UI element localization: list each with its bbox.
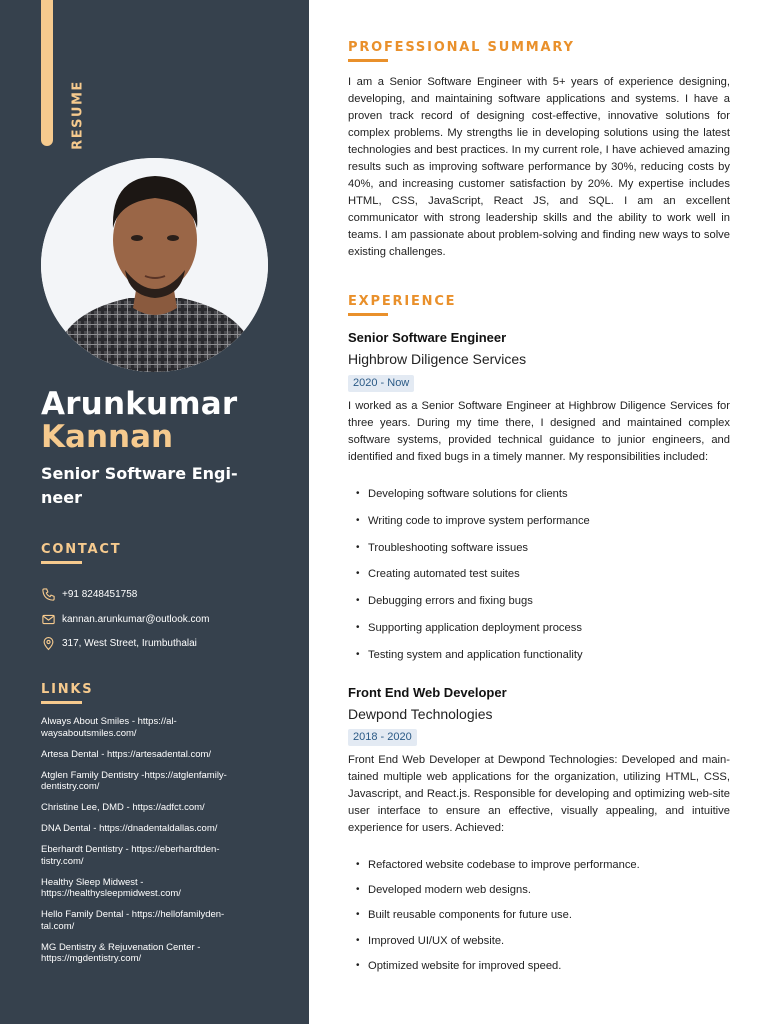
job-dates-badge: 2020 - Now [348, 375, 414, 392]
last-name: Kannan [41, 419, 174, 455]
contact-heading-underline [41, 561, 82, 564]
job-role: Front End Web Developer [348, 685, 507, 700]
resume-vertical-label [63, 82, 93, 148]
profile-photo [41, 158, 268, 372]
link-item[interactable]: Artesa Dental - https://artesadental.com/ [41, 748, 212, 760]
experience-heading: EXPERIENCE [348, 294, 457, 309]
link-item[interactable]: Eberhardt Dentistry - https://eberhardtden- tistry.com/ [41, 844, 220, 867]
contact-phone[interactable] [41, 586, 137, 602]
summary-text: I am a Senior Software Engineer with 5+ years of experience designing, developing, and maintaining software applications and systems. I have a proven track record of designing cost-effective, innovative solutions for complex problems. My strengths lie in developing solutions using the latest technologies and best practices. In my current role, I have achieved amazing results such as improving software performance by 30%, reducing costs by 40%, and increasing customer satisfaction by 20%. My expertise includes HTML, CSS, JavaScript, React JS, and SQL. I am an excellent communicator with strong leadership skills and the ability to work well in teams. I am passionate about problem-solving and finding new ways to solve existing challenges. [348, 76, 730, 258]
experience-heading-underline [348, 313, 388, 316]
links-heading-underline [41, 701, 82, 704]
list-item: • Testing system and application functionality [356, 649, 726, 676]
list-item: • Developed modern web designs. [356, 884, 726, 909]
list-item: • Refactored website codebase to improve performance. [356, 859, 726, 884]
phone-icon [41, 587, 56, 602]
list-item: • Built reusable components for future use. [356, 909, 726, 934]
contact-phone-text: +91 8248451758 [62, 588, 138, 600]
links-heading: LINKS [41, 682, 94, 697]
list-item: • Debugging errors and fixing bugs [356, 595, 726, 622]
list-item: • Supporting application deployment process [356, 622, 726, 649]
resume-accent-bar [41, 0, 53, 146]
first-name: Arunkumar [41, 386, 238, 422]
job-company: Highbrow Diligence Services [348, 351, 527, 367]
list-item: • Optimized website for improved speed. [356, 960, 726, 985]
job-dates-badge: 2018 - 2020 [348, 729, 417, 746]
link-item[interactable]: Hello Family Dental - https://hellofamilyden- tal.com/ [41, 909, 225, 932]
list-item: • Improved UI/UX of website. [356, 935, 726, 960]
job-company: Dewpond Technologies [348, 706, 493, 722]
job-bullet-list [356, 488, 726, 676]
contact-address [41, 635, 197, 651]
contact-email-text: kannan.arunkumar@outlook.com [62, 613, 210, 625]
links-list [41, 716, 256, 974]
list-item: • Developing software solutions for clients [356, 488, 726, 515]
link-item[interactable]: DNA Dental - https://dnadentaldallas.com/ [41, 823, 218, 834]
link-item[interactable]: Christine Lee, DMD - https://adfct.com/ [41, 802, 205, 813]
job-role: Senior Software Engineer [348, 330, 507, 345]
email-icon [41, 612, 56, 627]
person-portrait-icon [41, 158, 268, 372]
job-description: I worked as a Senior Software Engineer at Highbrow Diligence Services for three years. During my time there, I designed and maintained complex software systems, provided technical guidance to junior engineers, and identified and fixed bugs in a timely manner. My responsibilities included: [348, 400, 730, 463]
job-description: Front End Web Developer at Dewpond Technologies: Developed and main-tained multiple web applications for the organization, utilizing HTML, CSS, Javascript, and React.js. Responsible for developing and optimizing web-site user interface to ensure an effective, visually appealing, and intuitive experience for users. Achieved: [348, 754, 730, 834]
list-item: • Writing code to improve system performance [356, 515, 726, 542]
link-item[interactable]: Always About Smiles - https://al- waysaboutsmiles.com/ [41, 716, 177, 739]
link-item[interactable]: Healthy Sleep Midwest - https://healthysleepmidwest.com/ [41, 876, 181, 899]
contact-heading: CONTACT [41, 542, 122, 557]
link-item[interactable]: MG Dentistry & Rejuvenation Center - https://mgdentistry.com/ [41, 941, 201, 964]
job-title-text: Senior Software Engi- neer [41, 464, 238, 507]
list-item: • Troubleshooting software issues [356, 542, 726, 569]
location-pin-icon [41, 636, 56, 651]
contact-email[interactable] [41, 611, 209, 627]
resume-label-text: RESUME [70, 80, 86, 150]
summary-heading-underline [348, 59, 388, 62]
job-title [41, 462, 256, 510]
list-item: • Creating automated test suites [356, 568, 726, 595]
sidebar [0, 0, 309, 1024]
link-item[interactable]: Atglen Family Dentistry -https://atglenfamily- dentistry.com/ [41, 769, 227, 792]
job-bullet-list [356, 859, 726, 985]
contact-address-text: 317, West Street, Irumbuthalai [62, 637, 197, 649]
summary-heading: PROFESSIONAL SUMMARY [348, 40, 575, 55]
